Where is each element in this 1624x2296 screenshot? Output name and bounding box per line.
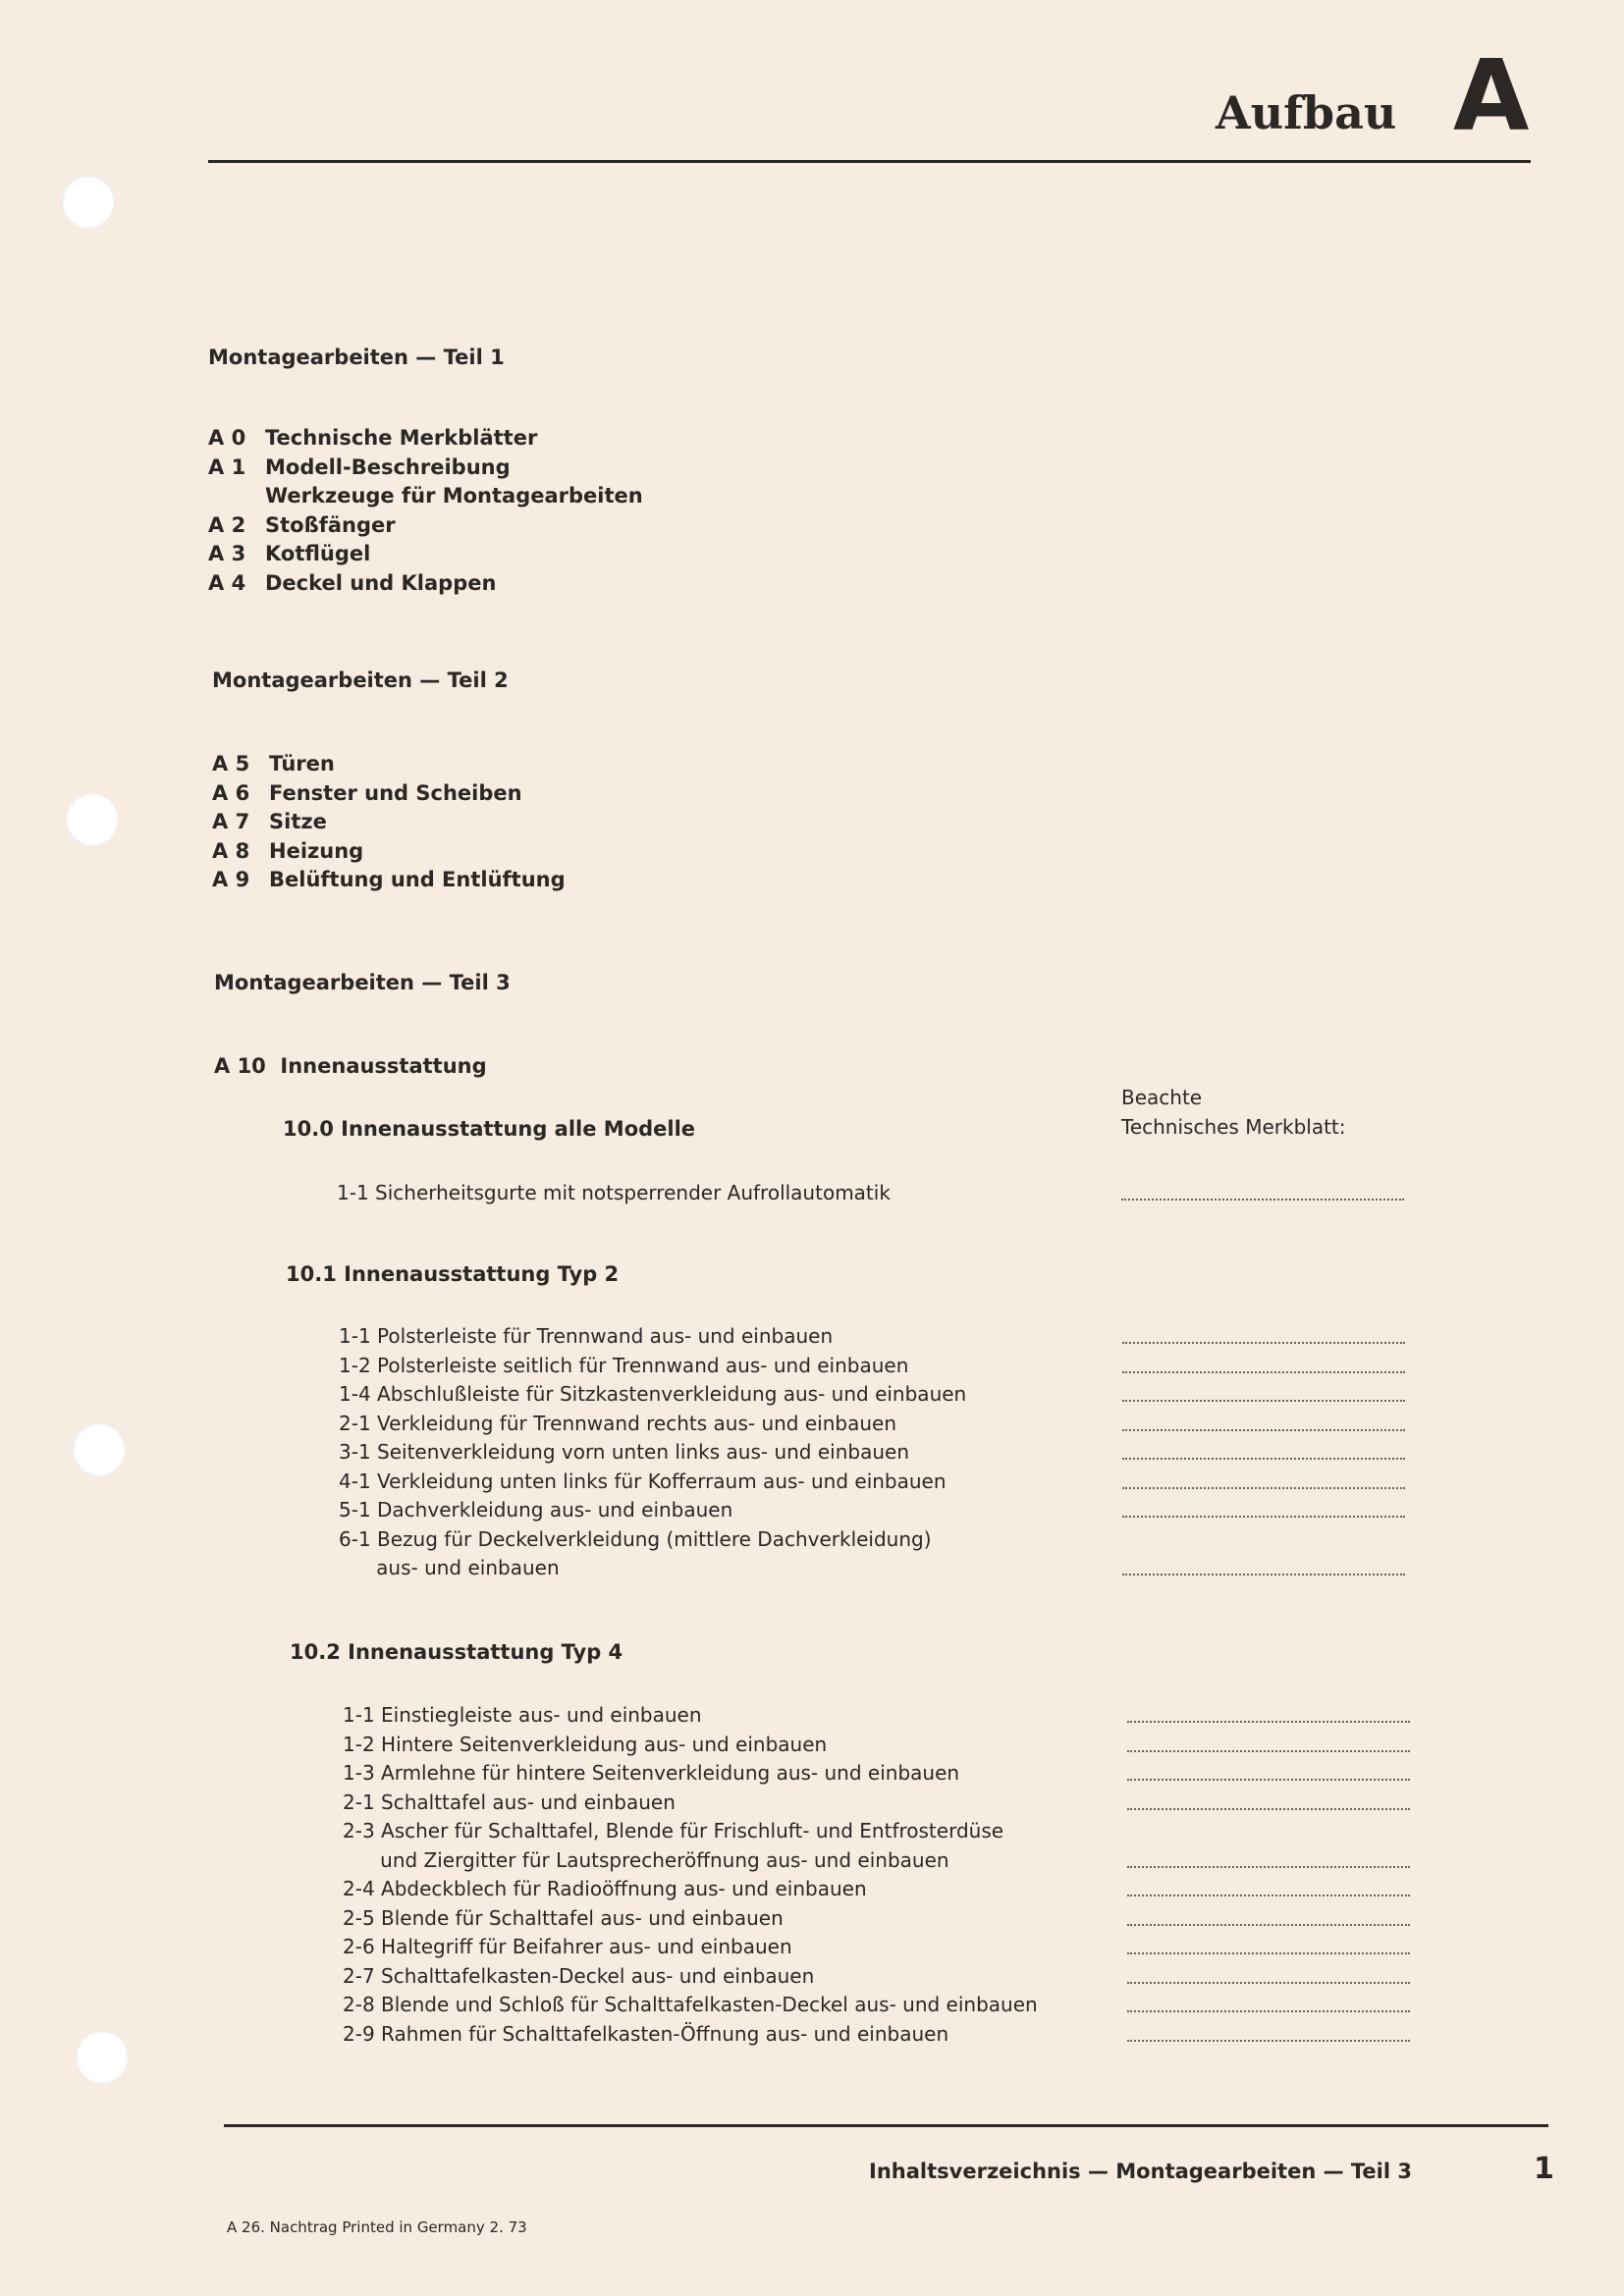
- dot-leader: [1122, 1429, 1405, 1431]
- list-item: [0, 1322, 1624, 1352]
- list-item: [0, 1846, 1624, 1876]
- dot-leader: [1127, 1895, 1410, 1896]
- s102-list: [0, 1701, 1624, 2049]
- list-item: [0, 1759, 1624, 1789]
- item-label: Kotflügel: [265, 542, 371, 565]
- section-title: Aufbau: [1216, 86, 1397, 139]
- teil3-heading: Montagearbeiten — Teil 3: [214, 971, 511, 994]
- item-label: Türen: [269, 752, 335, 775]
- dot-leader: [1127, 2010, 1410, 2012]
- item-label: Belüftung und Entlüftung: [269, 868, 566, 891]
- print-note: A 26. Nachtrag Printed in Germany 2. 73: [227, 2218, 527, 2236]
- teil2-list: [0, 750, 1624, 895]
- item-label: 2-9 Rahmen für Schalttafelkasten-Öffnung aus- und einbauen: [343, 2021, 949, 2046]
- note-line1: Beachte: [1121, 1086, 1203, 1109]
- item-label: 2-1 Schalttafel aus- und einbauen: [343, 1789, 676, 1814]
- item-label: Fenster und Scheiben: [269, 780, 522, 805]
- item-label: 2-3 Ascher für Schalttafel, Blende für Frischluft- und Entfrosterdüse: [343, 1819, 1004, 1842]
- item-label: 6-1 Bezug für Deckelverkleidung (mittlere Dachverkleidung): [339, 1526, 932, 1551]
- item-label: Stoßfänger: [265, 512, 396, 537]
- list-item: [0, 2020, 1624, 2050]
- dot-leader: [1127, 1750, 1410, 1752]
- item-label: 2-5 Blende für Schalttafel aus- und einbauen: [343, 1905, 784, 1930]
- item-label: 1-1 Sicherheitsgurte mit notsperrender Aufrollautomatik: [337, 1181, 891, 1204]
- dot-leader: [1122, 1516, 1405, 1518]
- list-item: [0, 1962, 1624, 1992]
- list-item: [0, 779, 1624, 809]
- item-label: 1-1 Einstiegleiste aus- und einbauen: [343, 1703, 702, 1727]
- item-label: 2-7 Schalttafelkasten-Deckel aus- und einbauen: [343, 1963, 815, 1988]
- item-code: A 4: [208, 570, 246, 595]
- dot-leader: [1127, 2040, 1410, 2042]
- dot-leader: [1127, 1866, 1410, 1868]
- list-item: [0, 1731, 1624, 1760]
- dot-leader: [1127, 1779, 1410, 1781]
- item-label: 2-4 Abdeckblech für Radioöffnung aus- und einbauen: [343, 1877, 867, 1900]
- list-item: [0, 1904, 1624, 1934]
- header-rule: [208, 160, 1531, 163]
- dot-leader: [1127, 1808, 1410, 1810]
- list-item: [0, 1701, 1624, 1731]
- s100-list: [0, 1179, 1624, 1208]
- s101-list: [0, 1322, 1624, 1583]
- item-label: 1-2 Polsterleiste seitlich für Trennwand aus- und einbauen: [339, 1353, 909, 1377]
- list-item: [0, 1525, 1624, 1555]
- item-code: A 2: [208, 512, 246, 537]
- item-label: 1-3 Armlehne für hintere Seitenverkleidung aus- und einbauen: [343, 1761, 960, 1785]
- dot-leader: [1127, 1924, 1410, 1926]
- item-label: Deckel und Klappen: [265, 570, 497, 595]
- list-item: [0, 540, 1624, 569]
- list-item: [0, 1817, 1624, 1846]
- list-item: [0, 1933, 1624, 1962]
- item-label: aus- und einbauen: [339, 1556, 560, 1579]
- list-item: [0, 1496, 1624, 1525]
- item-code: A 8: [212, 838, 250, 863]
- item-label: 2-1 Verkleidung für Trennwand rechts aus- und einbauen: [339, 1411, 896, 1435]
- list-item: [0, 1438, 1624, 1468]
- item-label: 1-2 Hintere Seitenverkleidung aus- und einbauen: [343, 1732, 828, 1756]
- note-line2: Technisches Merkblatt:: [1121, 1115, 1346, 1139]
- list-item: [0, 1789, 1624, 1818]
- list-item: [0, 866, 1624, 895]
- item-label: 2-8 Blende und Schloß für Schalttafelkasten-Deckel aus- und einbauen: [343, 1993, 1038, 2016]
- list-item: [0, 482, 1624, 511]
- item-code: A 9: [212, 868, 250, 891]
- list-item: [0, 837, 1624, 867]
- item-label: 3-1 Seitenverkleidung vorn unten links aus- und einbauen: [339, 1440, 909, 1464]
- list-item: [0, 808, 1624, 837]
- item-label: Sitze: [269, 810, 327, 833]
- list-item: [0, 1380, 1624, 1410]
- item-code: A 6: [212, 780, 250, 805]
- chapter-heading: A 10 Innenausstattung: [214, 1054, 487, 1078]
- item-label: Werkzeuge für Montagearbeiten: [265, 484, 643, 507]
- footer-rule: [224, 2124, 1548, 2127]
- list-item: [0, 1554, 1624, 1583]
- list-item: [0, 1991, 1624, 2020]
- dot-leader: [1127, 1952, 1410, 1954]
- item-label: 1-1 Polsterleiste für Trennwand aus- und einbauen: [339, 1324, 834, 1348]
- list-item: [0, 424, 1624, 454]
- dot-leader: [1122, 1574, 1405, 1575]
- teil1-heading: Montagearbeiten — Teil 1: [208, 346, 505, 369]
- list-item: [0, 1875, 1624, 1904]
- list-item: [0, 750, 1624, 779]
- footer-title: Inhaltsverzeichnis — Montagearbeiten — Teil 3: [869, 2160, 1412, 2183]
- teil2-heading: Montagearbeiten — Teil 2: [212, 668, 509, 692]
- item-code: A 7: [212, 810, 250, 833]
- list-item: [0, 1179, 1624, 1208]
- item-label: 5-1 Dachverkleidung aus- und einbauen: [339, 1498, 733, 1522]
- item-code: A 5: [212, 752, 250, 775]
- list-item: [0, 1410, 1624, 1439]
- punch-hole: [62, 176, 115, 229]
- dot-leader: [1122, 1458, 1405, 1460]
- list-item: [0, 1468, 1624, 1497]
- item-label: 4-1 Verkleidung unten links für Kofferraum aus- und einbauen: [339, 1468, 947, 1493]
- list-item: [0, 454, 1624, 483]
- s100-heading: 10.0 Innenausstattung alle Modelle: [283, 1117, 696, 1141]
- list-item: [0, 511, 1624, 541]
- list-item: [0, 1352, 1624, 1381]
- dot-leader: [1127, 1721, 1410, 1723]
- item-label: 1-4 Abschlußleiste für Sitzkastenverkleidung aus- und einbauen: [339, 1382, 967, 1406]
- teil1-list: [0, 424, 1624, 598]
- item-code: A 0: [208, 426, 246, 450]
- section-letter: A: [1453, 38, 1530, 153]
- page-number: 1: [1534, 2152, 1554, 2186]
- item-label: Modell-Beschreibung: [265, 454, 511, 479]
- item-label: 2-6 Haltegriff für Beifahrer aus- und einbauen: [343, 1935, 792, 1958]
- dot-leader: [1127, 1982, 1410, 1984]
- note: [1121, 1083, 1346, 1142]
- dot-leader: [1122, 1342, 1405, 1344]
- item-label: Heizung: [269, 838, 364, 863]
- list-item: [0, 569, 1624, 599]
- s102-heading: 10.2 Innenausstattung Typ 4: [290, 1640, 623, 1664]
- item-label: Technische Merkblätter: [265, 426, 538, 450]
- item-code: A 3: [208, 542, 246, 565]
- item-label: und Ziergitter für Lautsprecheröffnung aus- und einbauen: [343, 1847, 949, 1872]
- dot-leader: [1122, 1371, 1405, 1373]
- dot-leader: [1121, 1199, 1404, 1201]
- s101-heading: 10.1 Innenausstattung Typ 2: [286, 1262, 620, 1286]
- dot-leader: [1122, 1487, 1405, 1489]
- item-code: A 1: [208, 454, 246, 479]
- dot-leader: [1122, 1400, 1405, 1402]
